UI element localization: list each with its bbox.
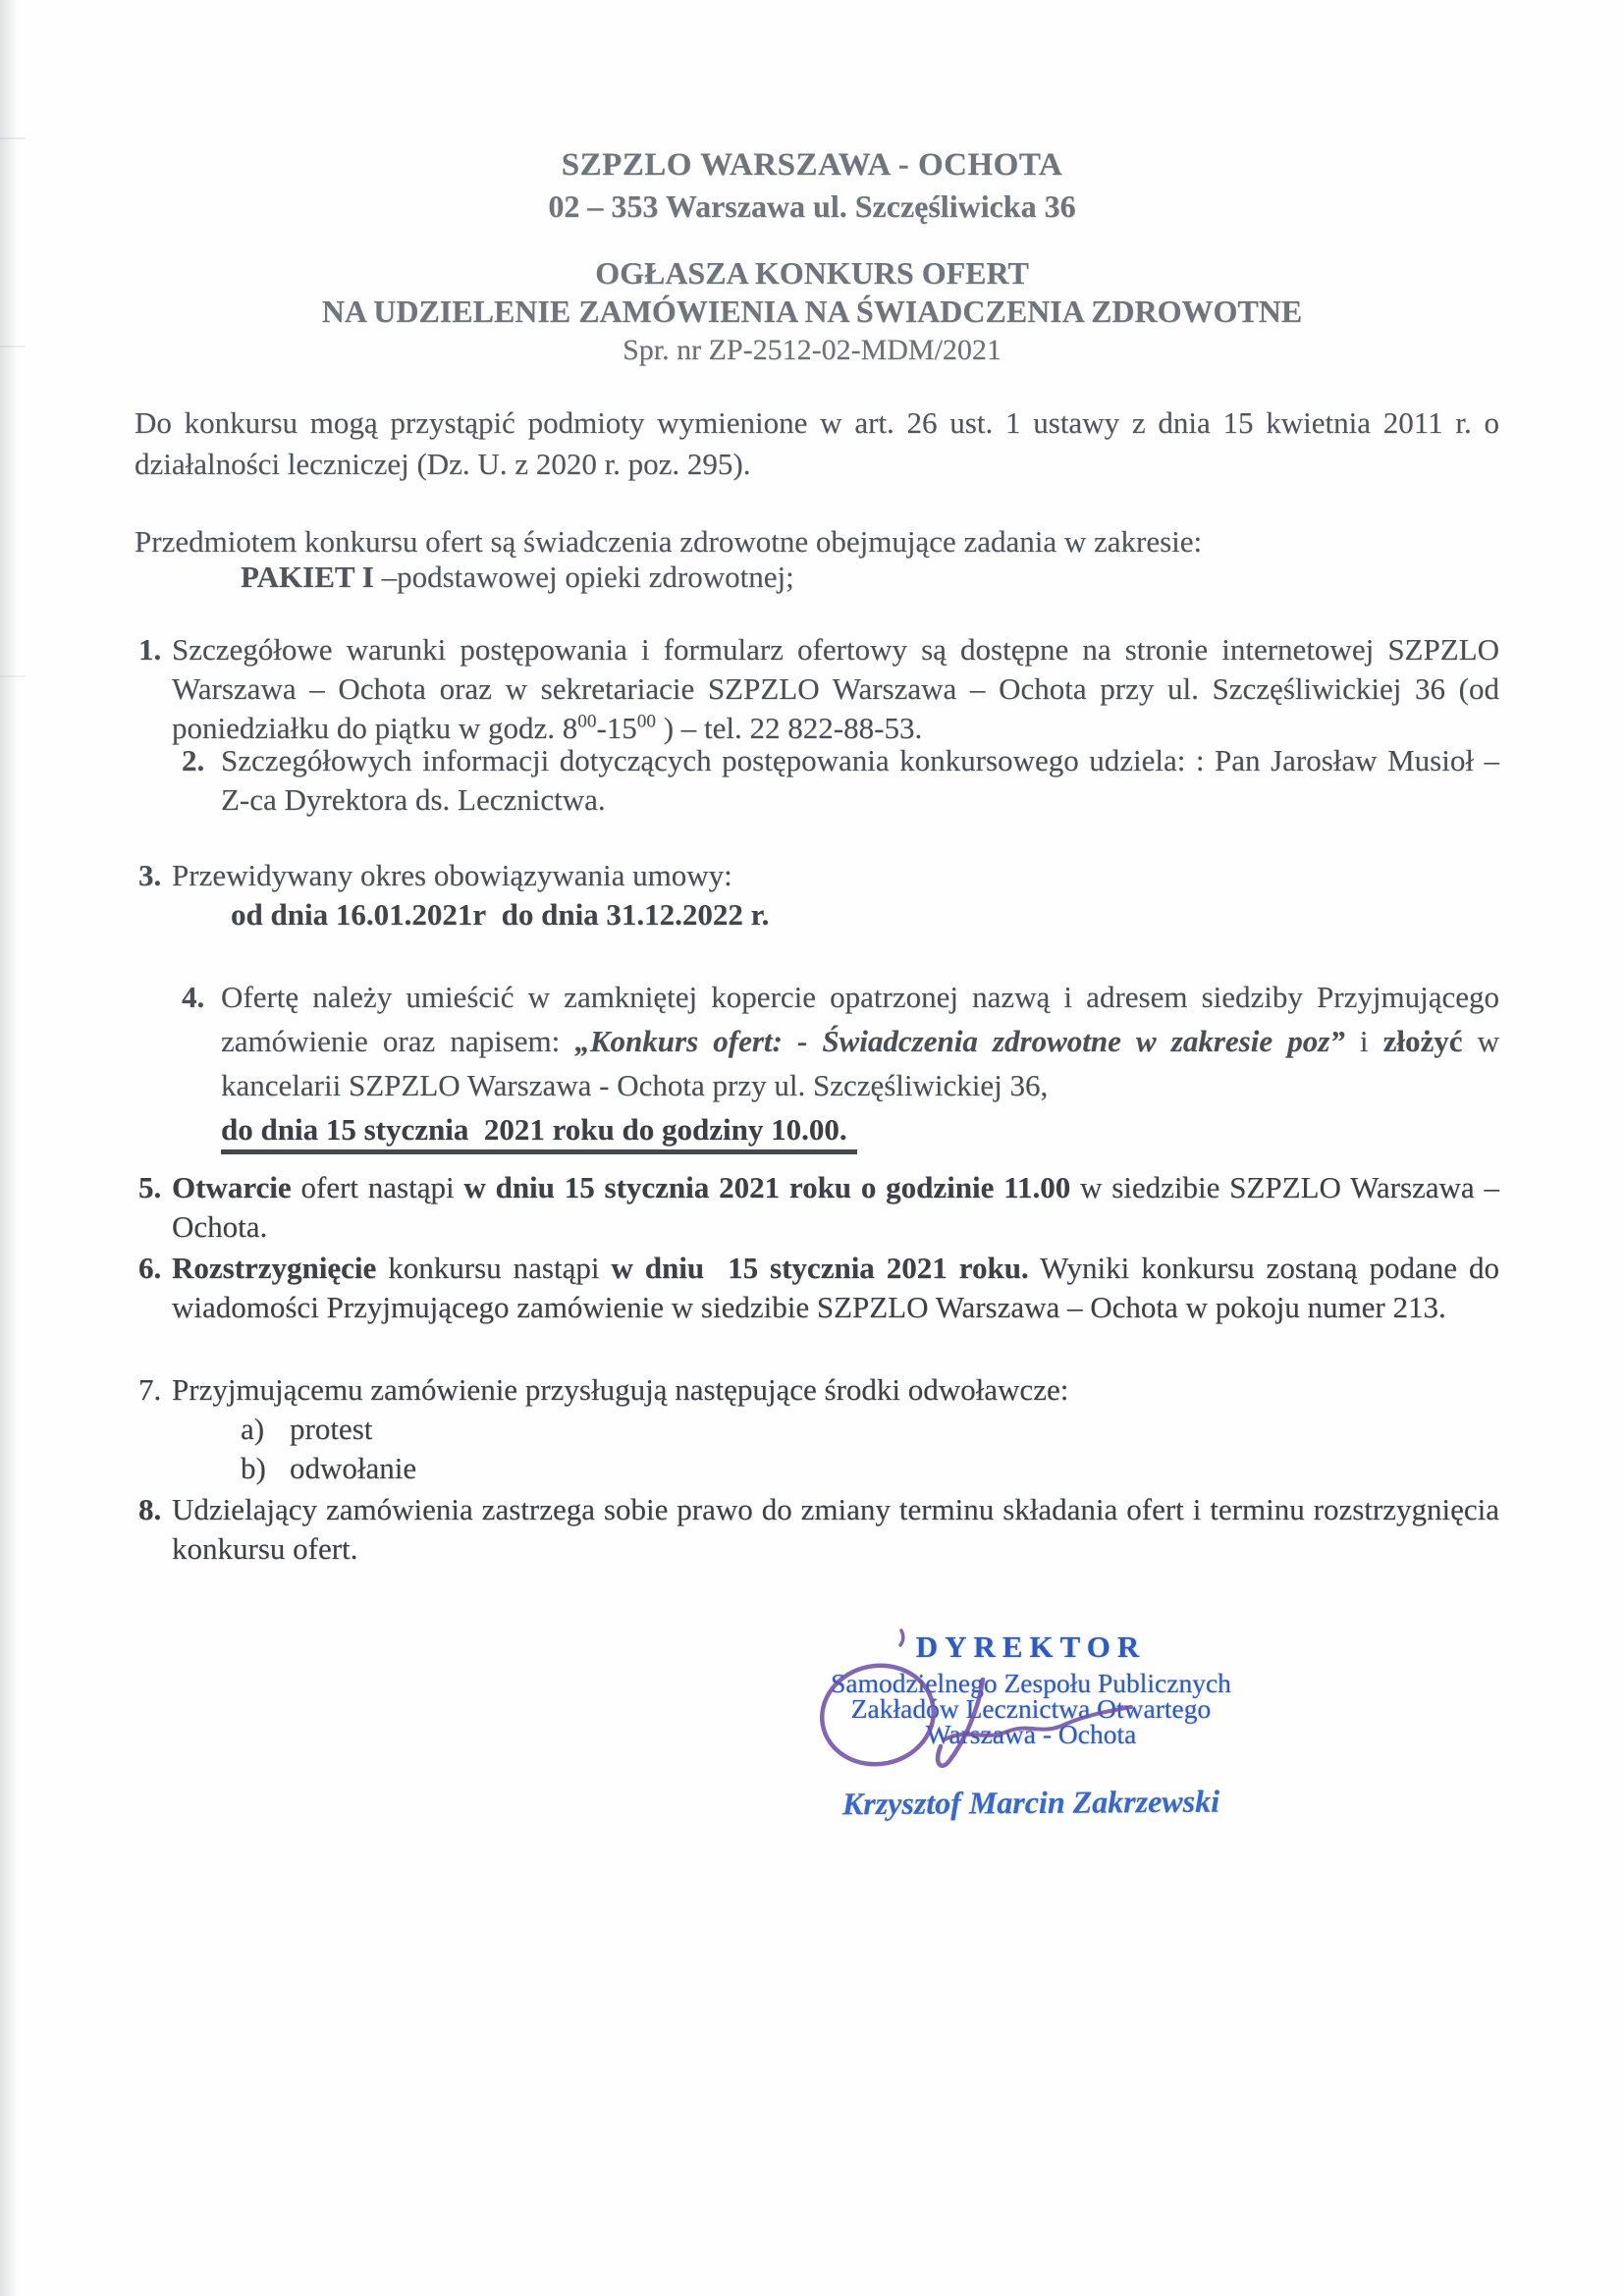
item-text: Udzielający zamówienia zastrzega sobie prawo do zmiany terminu składania ofert i terminu rozstrzygnięcia konkursu ofert.	[172, 1492, 1499, 1566]
list-item-8	[135, 1490, 1499, 1569]
sub-item-b	[241, 1449, 1499, 1488]
item-number: 3.	[138, 858, 162, 892]
signer-name: Krzysztof Marcin Zakrzewski	[841, 1783, 1220, 1822]
item-number: 2.	[182, 743, 205, 777]
package-description: –podstawowej opieki zdrowotnej;	[373, 560, 794, 594]
item-text: Wyniki konkursu zostaną podane do wiadomości Przyjmującego zamówienie w siedzibie SZPZLO Warszawa – Ochota w pokoju numer 213.	[172, 1251, 1499, 1324]
list-item-4	[135, 975, 1499, 1154]
sub-item-text: protest	[290, 1412, 373, 1446]
stamp-title: DYREKTOR	[915, 1629, 1147, 1664]
envelope-inscription: „Konkurs ofert: - Świadczenia zdrowotne w zakresie poz”	[574, 1024, 1345, 1058]
sub-item-marker: a)	[241, 1412, 265, 1446]
item-text: ) – tel. 22 822-88-53.	[655, 711, 923, 745]
package-line	[135, 558, 1499, 597]
item-text: Przyjmującemu zamówienie przysługują następujące środki odwoławcze:	[172, 1372, 1069, 1407]
list-item-1	[135, 630, 1499, 748]
list-item-7	[135, 1370, 1499, 1488]
package-name: PAKIET I	[241, 560, 374, 594]
sub-item-a	[241, 1410, 1499, 1449]
stamp-line-2: Zakładów Lecznictwa Otwartego	[850, 1693, 1212, 1724]
item-text: w siedzibie SZPZLO Warszawa – Ochota.	[172, 1170, 1499, 1244]
handwritten-signature	[805, 1618, 1159, 1799]
item-text: w kancelarii SZPZLO Warszawa - Ochota przy ul. Szczęśliwickiej 36,	[221, 1024, 1499, 1102]
case-number: Spr. nr ZP-2512-02-MDM/2021	[623, 334, 1001, 366]
item-text: ofert nastąpi	[291, 1170, 464, 1204]
stamp-line-3: Warszawa - Ochota	[925, 1719, 1137, 1749]
item-text: i	[1344, 1024, 1383, 1058]
hours-superscript: 00	[577, 711, 597, 732]
item-text: Ofertę należy umieścić w zamkniętej kopercie opatrzonej nazwą i adresem siedziby Przyjmującego zamówienie oraz napisem:	[221, 980, 1499, 1058]
resolution-date: w dniu 15 stycznia 2021 roku.	[611, 1251, 1029, 1285]
sub-item-text: odwołanie	[290, 1451, 417, 1485]
scan-artifact	[0, 675, 26, 677]
item-number: 8.	[138, 1492, 162, 1526]
org-name: SZPZLO WARSZAWA - OCHOTA	[561, 147, 1063, 183]
item-text-bold: Otwarcie	[172, 1170, 292, 1204]
item-number: 1.	[138, 632, 162, 667]
list-item-6	[135, 1249, 1499, 1327]
sub-item-marker: b)	[241, 1451, 266, 1485]
org-address: 02 – 353 Warszawa ul. Szczęśliwicka 36	[548, 188, 1076, 224]
item-number: 6.	[138, 1251, 162, 1285]
item-text-bold: Rozstrzygnięcie	[172, 1251, 377, 1285]
announcement-title-line2: NA UDZIELENIE ZAMÓWIENIA NA ŚWIADCZENIA ZDROWOTNE	[321, 294, 1303, 329]
item-text: Szczegółowe warunki postępowania i formularz ofertowy są dostępne na stronie internetowej SZPZLO Warszawa – Ochota oraz w sekretariacie SZPZLO Warszawa – Ochota przy ul. Szczęśliwickiej 36 (od poniedziałku do piątku w godz. 8	[172, 632, 1499, 745]
item-number: 5.	[138, 1170, 162, 1204]
opening-date: w dniu 15 stycznia 2021 roku o godzinie 11.00	[463, 1170, 1071, 1204]
item-text: -15	[596, 711, 637, 745]
scan-artifact	[0, 137, 26, 139]
stamp-line-1: Samodzielnego Zespołu Publicznych	[831, 1668, 1231, 1698]
submission-deadline: do dnia 15 stycznia 2021 roku do godziny 10.00.	[221, 1111, 857, 1154]
hours-superscript: 00	[636, 711, 656, 732]
contract-period: od dnia 16.01.2021r do dnia 31.12.2022 r.	[231, 897, 770, 932]
list-item-5	[135, 1168, 1499, 1247]
item-text: Szczegółowych informacji dotyczących postępowania konkursowego udziela: : Pan Jarosław Musioł – Z-ca Dyrektora ds. Lecznictwa.	[221, 743, 1499, 817]
intro-paragraph: Do konkursu mogą przystąpić podmioty wymienione w art. 26 ust. 1 ustawy z dnia 15 kwietnia 2011 r. o działalności leczniczej (Dz. U. z 2020 r. poz. 295).	[135, 405, 1499, 481]
announcement-title-line1: OGŁASZA KONKURS OFERT	[595, 255, 1029, 291]
list-item-3	[135, 856, 1499, 934]
item-number: 4.	[182, 980, 205, 1014]
item-text: Przewidywany okres obowiązywania umowy:	[172, 858, 732, 892]
item-text: konkursu nastąpi	[376, 1251, 612, 1285]
item-text-bold: złożyć	[1382, 1024, 1463, 1058]
item-number: 7.	[138, 1372, 162, 1407]
subject-line: Przedmiotem konkursu ofert są świadczenia zdrowotne obejmujące zadania w zakresie:	[135, 524, 1203, 559]
list-item-2	[135, 741, 1499, 820]
